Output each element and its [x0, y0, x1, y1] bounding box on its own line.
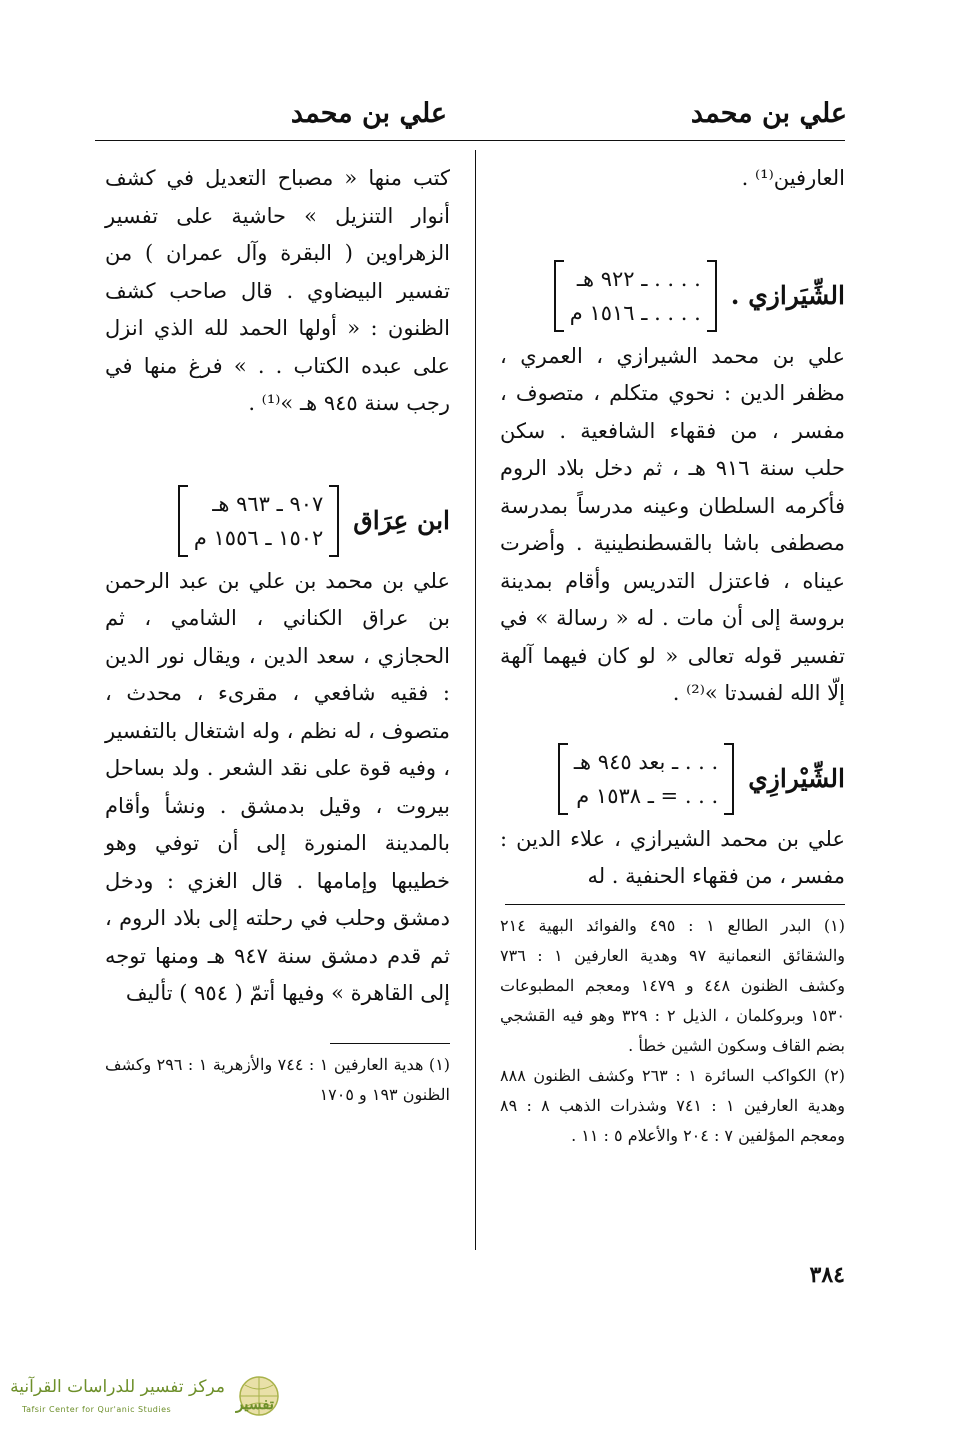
date-gregorian: . . . = ـ ١٥٣٨ م: [576, 783, 719, 808]
logo-english-name: Tafsir Center for Qur'anic Studies: [22, 1405, 172, 1414]
footnote: (٢) الكواكب السائرة ١ : ٢٦٣ وكشف الظنون ٨٨٨ وهدية العارفين ١ : ٧٤١ وشذرات الذهب ٨ : ٨٩ ومعجم المؤلفين ٧ : ٢٠٤ والأعلام ٥ : ١١ .: [500, 1065, 846, 1145]
logo-mark-text: تفسير: [236, 1395, 274, 1413]
entry-name: ابن عِرَاق: [353, 505, 450, 535]
header-rule: [95, 140, 845, 141]
date-bracket: [554, 260, 717, 332]
date-hijri: . . . ـ بعد ٩٤٥ هـ: [573, 749, 719, 774]
footnote: (١) هدية العارفين ١ : ٧٤٤ والأزهرية ١ : ٢٩٦ وكشف الظنون ١٩٣ و ١٧٠٥: [105, 1054, 451, 1104]
logo-arabic-name: مركز تفسير للدراسات القرآنية: [10, 1377, 225, 1397]
publisher-logo: [10, 1375, 290, 1423]
entry-heading-shirazi-1: [500, 260, 845, 332]
footnote: (١) البدر الطالع ١ : ٤٩٥ والفوائد البهية ٢١٤ والشقائق النعمانية ٩٧ وهدية العارفين ١ : ٧٣٦ وكشف الظنون ٤٤٨ و ١٤٧٩ ومعجم المطبوعات ١٥٣٠ وبروكلمان ، الذيل ٢ : ٣٢٩ وهو فيه القشجي بضم القاف وسكون الشين خطأ .: [500, 915, 846, 1055]
globe-icon: [225, 1375, 287, 1421]
column-divider: [475, 150, 476, 1250]
date-hijri: . . . . ـ ٩٢٢ هـ: [576, 266, 701, 291]
right-intro-text: العارفين⁽¹⁾ .: [741, 166, 845, 190]
left-column: [105, 160, 450, 1110]
entry-name: الشِّيْرازِي: [748, 763, 845, 793]
date-bracket: [178, 485, 339, 557]
entry-body: علي بن محمد بن علي بن عبد الرحمن بن عراق الكناني ، الشامي ، ثم الحجازي ، سعد الدين ، ويقال نور الدين : فقيه شافعي ، مقرىء ، محدث ، متصوف ، له نظم ، وله اشتغال بالتفسير ، وفيه قوة على نقد الشعر . ولد بساحل بيروت ، وقيل بدمشق . ونشأ وأقام بالمدينة المنورة إلى أن توفي وهو خطيبها وإمامها . قال الغزي : ودخل دمشق وحلب في رحلته إلى بلاد الروم ، ثم قدم دمشق سنة ٩٤٧ هـ ومنها توجه إلى القاهرة » وفيها أتمّ ( ٩٥٤ ) تأليف: [104, 568, 450, 1005]
entry-body: علي بن محمد الشيرازي ، علاء الدين : مفسر ، من فقهاء الحنفية . له: [500, 826, 845, 888]
date-bracket: [558, 743, 734, 815]
date-gregorian: . . . . ـ ١٥١٦ م: [569, 300, 701, 325]
entry-body: علي بن محمد الشيرازي ، العمري ، مظفر الدين : نحوي متكلم ، متصوف ، مفسر ، من فقهاء الشافعية . سكن حلب سنة ٩١٦ هـ ، ثم دخل بلاد الروم فأكرمه السلطان وعينه مدرساً بمدرسة مصطفى باشا بالقسطنطينية . وأضرت عيناه ، فاعتزل التدريس وأقام بمدينة بروسة إلى أن مات . له « رسالة » في تفسير قوله تعالى « لو كان فيهما آلهة إلّا الله لفسدتا »⁽²⁾ .: [500, 343, 845, 705]
entry-heading-shirazi-2: [500, 743, 845, 815]
entry-name: الشِّيَرازي .: [730, 280, 845, 310]
running-header-left: علي بن محمد: [290, 98, 447, 129]
footnote-rule: [505, 904, 845, 905]
running-header-right: علي بن محمد: [690, 98, 847, 129]
right-column: [500, 160, 845, 1151]
date-hijri: ٩٠٧ ـ ٩٦٣ هـ: [212, 491, 324, 516]
date-gregorian: ١٥٠٢ ـ ١٥٥٦ م: [193, 525, 324, 550]
entry-heading-ibn-iraq: [105, 485, 450, 557]
page-number: ٣٨٤: [809, 1262, 845, 1288]
left-intro-text: كتب منها « مصباح التعديل في كشف أنوار التنزيل » حاشية على تفسير الزهراوين ( البقرة وآل عمران ) من تفسير البيضاوي . قال صاحب كشف الظنون : « أولها الحمد لله الذي انزل على عبده الكتاب . . » فرغ منها في رجب سنة ٩٤٥ هـ »⁽¹⁾ .: [105, 166, 450, 415]
footnote-rule: [330, 1043, 450, 1044]
